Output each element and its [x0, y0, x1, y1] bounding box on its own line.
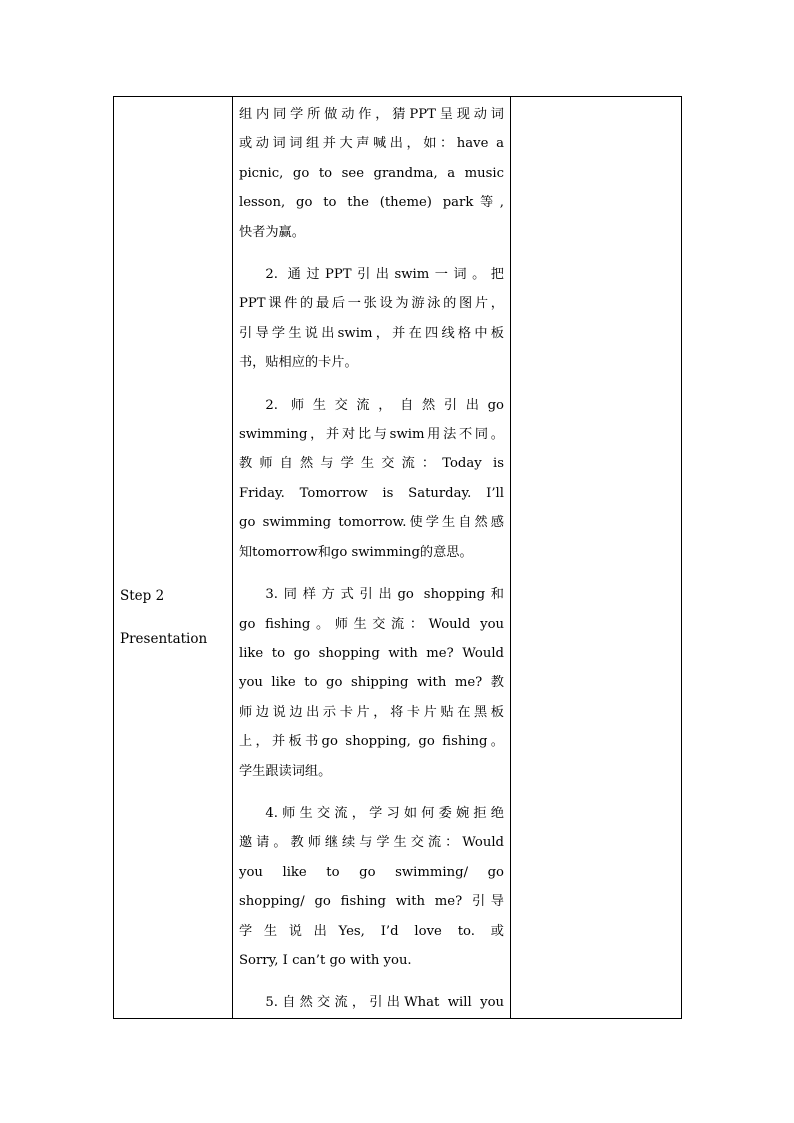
text-line: go fishing。师生交流：Would you [239, 616, 504, 632]
step-number: Step 2 [120, 588, 165, 604]
paragraph-step-3-shopping-fishing [239, 580, 504, 786]
text-line: 学生跟读词组。 [239, 763, 332, 779]
text-line: 上，并板书go shopping, go fishing。 [239, 734, 504, 750]
notes-cell [511, 97, 682, 1019]
text-line: Sorry, I can’t go with you. [239, 952, 412, 968]
text-line: Friday. Tomorrow is Saturday. I’ll [239, 485, 504, 501]
text-line: shopping/ go fishing with me? 引导 [239, 894, 504, 910]
activity-content-cell [233, 97, 511, 1019]
paragraph-step-2-swim [239, 260, 504, 378]
paragraph-step-4-decline [239, 799, 504, 975]
text-line: swimming，并对比与swim用法不同。 [239, 427, 504, 443]
text-line: 2. 通过PPT引出swim一词。把 [265, 267, 504, 283]
text-line: 学生说出Yes, I’d love to. 或 [239, 923, 504, 939]
text-line: 师边说边出示卡片，将卡片贴在黑板 [239, 704, 504, 720]
text-line: 或动词词组并大声喊出，如：have a [239, 136, 504, 152]
text-line: 4.师生交流，学习如何委婉拒绝 [265, 805, 504, 821]
text-line: 邀请。教师继续与学生交流：Would [239, 835, 504, 851]
text-line: PPT课件的最后一张设为游泳的图片， [239, 296, 504, 312]
text-line: 教师自然与学生交流：Today is [239, 456, 504, 472]
text-line: 引导学生说出swim，并在四线格中板 [239, 325, 504, 341]
text-line: go swimming tomorrow.使学生自然感 [239, 515, 504, 531]
text-line: 3.同样方式引出go shopping和 [265, 587, 504, 603]
lesson-plan-table [113, 96, 682, 1019]
text-line: you like to go swimming/ go [239, 864, 504, 880]
text-line: picnic, go to see grandma, a music [239, 165, 504, 181]
table-row [114, 97, 682, 1019]
text-line: 快者为赢。 [239, 224, 305, 240]
activity-content [233, 97, 510, 1018]
text-line: lesson, go to the (theme) park等, [239, 195, 504, 211]
paragraph-guess-verbs [239, 97, 504, 247]
text-line: 知tomorrow和go swimming的意思。 [239, 544, 473, 560]
step-name: Presentation [120, 631, 208, 647]
step-cell [114, 97, 233, 1019]
text-line: 书，贴相应的卡片。 [239, 355, 358, 371]
paragraph-step-5 [239, 988, 504, 1017]
text-line: 2. 师生交流，自然引出go [265, 397, 504, 413]
text-line: you like to go shipping with me? 教 [239, 675, 504, 691]
text-line: 组内同学所做动作，猜PPT呈现动词 [239, 107, 504, 122]
paragraph-step-2-go-swimming [239, 391, 504, 567]
text-line: 5.自然交流，引出What will you [265, 995, 504, 1011]
text-line: like to go shopping with me? Would [239, 645, 504, 661]
step-label [120, 575, 207, 661]
